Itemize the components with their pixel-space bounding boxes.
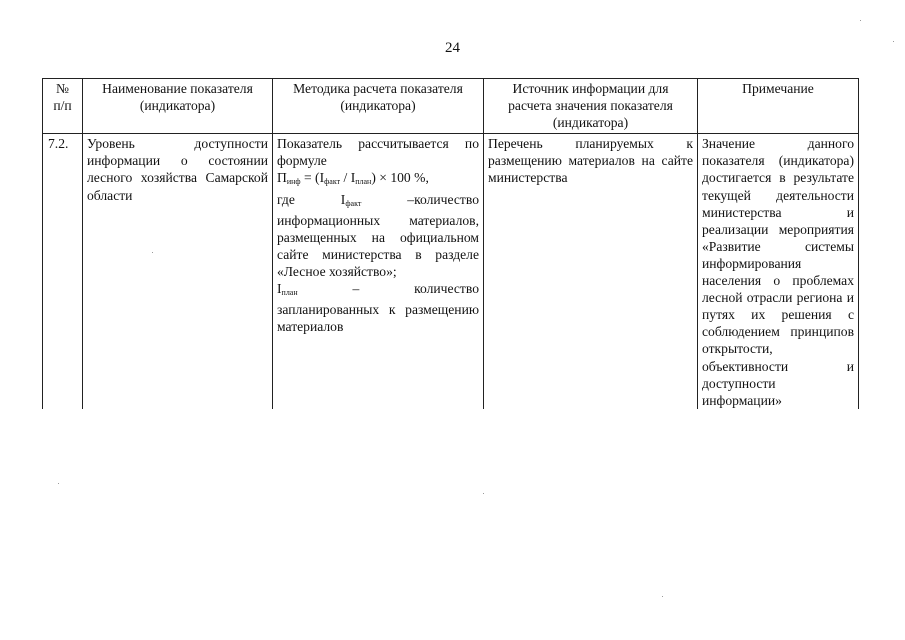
row-note: Значение данного показателя (индикатора) достигается в результате текущей деятельности министерства и реализации мероприятия «Развитие системы информирования населения о проблемах лесной отрасли региона и путях их решения с соблюдением принципов открытости, объективности и доступности информации» — [698, 134, 859, 409]
header-number-line2: п/п — [53, 98, 72, 114]
header-source-line2: расчета значения показателя — [508, 98, 673, 114]
indicator-table — [42, 78, 859, 409]
header-name-line2: (индикатора) — [139, 98, 216, 114]
header-method — [273, 79, 484, 134]
header-source-line1: Источник информации для — [512, 81, 669, 96]
row-number: 7.2. — [43, 134, 83, 409]
scan-speck — [893, 41, 894, 42]
scan-speck — [152, 252, 153, 253]
row-indicator-name: Уровень доступности информации о состоянии лесного хозяйства Самарской области — [83, 134, 273, 409]
plan-def-text: – количество запланированных к размещению материалов — [277, 281, 479, 335]
plan-def-prefix: I — [277, 281, 282, 297]
page-number: 24 — [445, 40, 460, 56]
fact-def-prefix: где I — [277, 191, 346, 207]
formula-eq-open: = (I — [300, 170, 325, 186]
formula-fact-sub: факт — [324, 177, 341, 187]
header-method-line2: (индикатора) — [340, 98, 416, 114]
plan-def-sub: план — [281, 288, 298, 298]
scan-speck — [483, 493, 484, 494]
row-source: Перечень планируемых к размещению материалов на сайте министерства — [484, 134, 698, 409]
header-name-line1: Наименование показателя — [102, 81, 253, 96]
fact-def-sub: факт — [345, 198, 362, 208]
header-source-line3: (индикатора) — [552, 115, 629, 131]
header-method-line1: Методика расчета показателя — [293, 81, 463, 96]
table-row — [43, 134, 859, 409]
method-intro: Показатель рассчитывается по формуле — [277, 136, 479, 169]
method-fact-definition — [277, 191, 479, 280]
formula-div: / I — [340, 170, 356, 186]
formula-lhs: П — [277, 170, 287, 186]
formula-plan-sub: план — [355, 177, 372, 187]
table-header-row — [43, 79, 859, 134]
fact-def-text: –количество информационных материалов, размещенных на официальном сайте министерства в разделе «Лесное хозяйство»; — [277, 191, 479, 279]
header-note-line1: Примечание — [742, 81, 814, 96]
header-note — [698, 79, 859, 134]
scan-speck — [58, 483, 59, 484]
header-number — [43, 79, 83, 134]
header-name — [83, 79, 273, 134]
header-number-line1: № — [56, 81, 69, 96]
scan-speck — [860, 20, 861, 21]
scan-speck — [662, 596, 663, 597]
formula-tail: ) × 100 %, — [371, 170, 429, 186]
row-method — [273, 134, 484, 409]
formula-lhs-sub: инф — [286, 177, 301, 187]
method-plan-definition — [277, 280, 479, 335]
method-formula — [277, 169, 479, 190]
header-source — [484, 79, 698, 134]
